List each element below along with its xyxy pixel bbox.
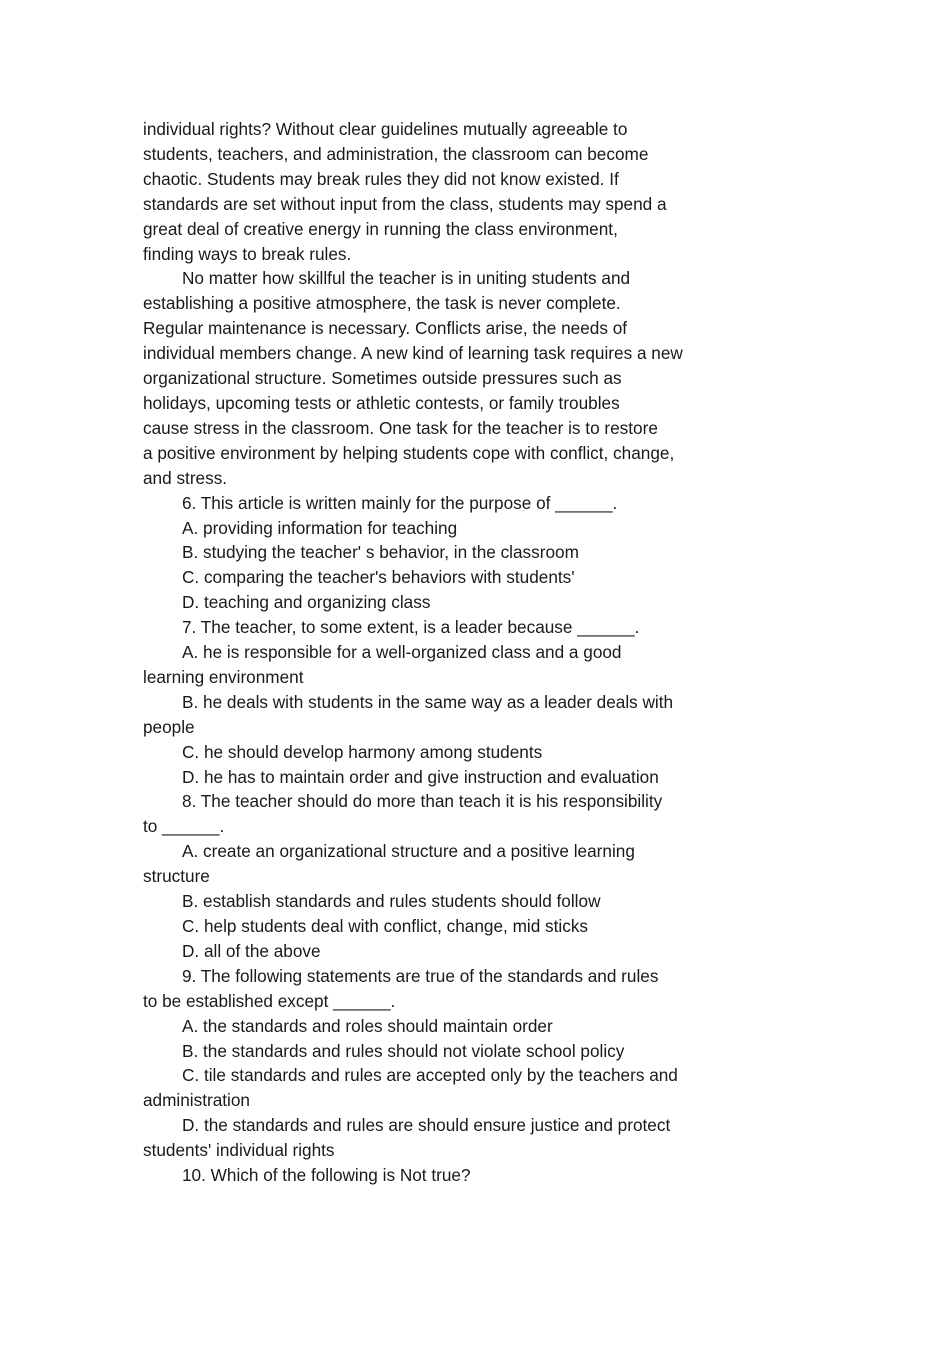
text-line: A. providing information for teaching xyxy=(182,517,458,538)
text-line: finding ways to break rules. xyxy=(143,243,352,264)
text-line: D. the standards and rules are should ensure justice and protect xyxy=(182,1115,671,1136)
text-line: Regular maintenance is necessary. Conflicts arise, the needs of xyxy=(143,318,628,339)
text-line: learning environment xyxy=(143,666,304,687)
text-line: to ______. xyxy=(143,816,225,837)
text-line: great deal of creative energy in running the class environment, xyxy=(143,218,618,239)
text-line: A. the standards and roles should maintain order xyxy=(182,1015,553,1036)
text-line: C. help students deal with conflict, change, mid sticks xyxy=(182,916,589,936)
text-line: B. establish standards and rules students should follow xyxy=(182,891,601,912)
text-line: cause stress in the classroom. One task for the teacher is to restore xyxy=(143,417,658,438)
text-line: standards are set without input from the class, students may spend a xyxy=(143,193,667,214)
text-line: chaotic. Students may break rules they did not know existed. If xyxy=(143,168,619,189)
text-line: 8. The teacher should do more than teach it is his responsibility xyxy=(182,791,663,812)
text-line: establishing a positive atmosphere, the task is never complete. xyxy=(143,293,621,314)
text-line: D. all of the above xyxy=(182,940,321,961)
text-line: B. the standards and rules should not violate school policy xyxy=(182,1040,625,1061)
text-line: and stress. xyxy=(143,467,228,488)
text-line: C. he should develop harmony among students xyxy=(182,741,543,762)
text-line: 6. This article is written mainly for the purpose of ______. xyxy=(182,492,618,513)
text-line: A. create an organizational structure and a positive learning xyxy=(182,841,635,862)
text-line: A. he is responsible for a well-organized class and a good xyxy=(182,642,622,663)
text-line: structure xyxy=(143,866,210,887)
text-line: holidays, upcoming tests or athletic contests, or family troubles xyxy=(143,392,620,413)
text-line: organizational structure. Sometimes outside pressures such as xyxy=(143,368,622,389)
document-text xyxy=(143,117,733,1188)
text-line: 9. The following statements are true of the standards and rules xyxy=(182,965,659,986)
text-line: people xyxy=(143,716,195,737)
text-line: D. teaching and organizing class xyxy=(182,592,431,613)
text-line: No matter how skillful the teacher is in uniting students and xyxy=(182,268,631,289)
text-line: B. he deals with students in the same way as a leader deals with xyxy=(182,691,674,712)
text-line: students' individual rights xyxy=(143,1140,335,1161)
text-line: C. comparing the teacher's behaviors with students' xyxy=(182,567,575,588)
text-line: individual members change. A new kind of learning task requires a new xyxy=(143,343,683,364)
text-line: individual rights? Without clear guidelines mutually agreeable to xyxy=(143,119,628,139)
text-line: administration xyxy=(143,1090,250,1111)
text-line: a positive environment by helping students cope with conflict, change, xyxy=(143,442,675,463)
text-line: 7. The teacher, to some extent, is a leader because ______. xyxy=(182,617,640,638)
text-line: 10. Which of the following is Not true? xyxy=(182,1165,471,1186)
text-line: students, teachers, and administration, the classroom can become xyxy=(143,143,649,164)
text-line: D. he has to maintain order and give instruction and evaluation xyxy=(182,766,659,787)
text-line: C. tile standards and rules are accepted only by the teachers and xyxy=(182,1065,678,1086)
text-line: to be established except ______. xyxy=(143,990,396,1011)
text-line: B. studying the teacher' s behavior, in the classroom xyxy=(182,542,579,563)
